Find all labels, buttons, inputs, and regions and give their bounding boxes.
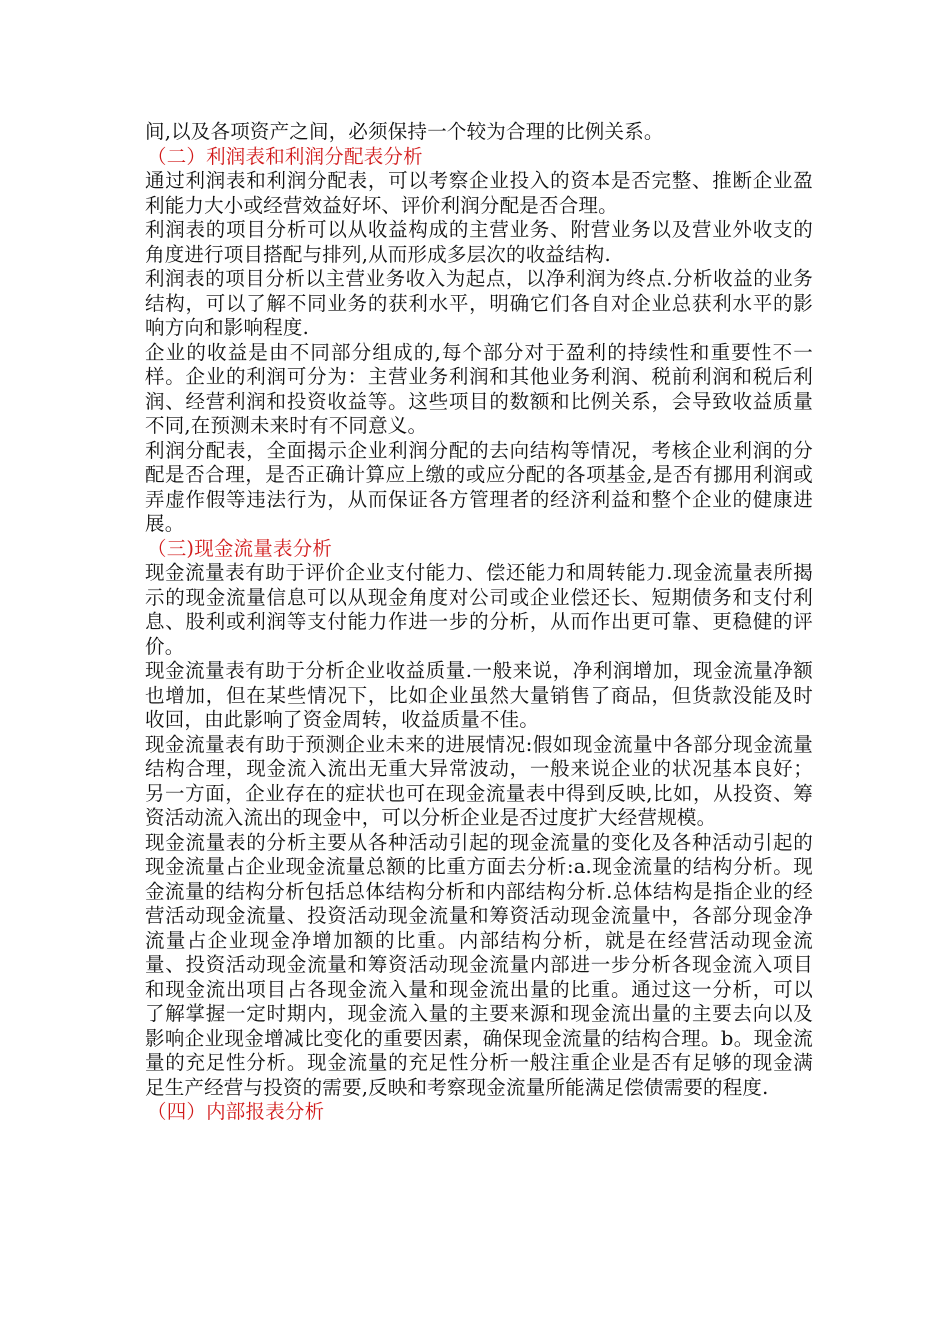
paragraph: 通过利润表和利润分配表，可以考察企业投入的资本是否完整、推断企业盈利能力大小或经营效益好坏、评价利润分配是否合理。: [145, 169, 813, 217]
paragraph: 现金流量表有助于预测企业未来的进展情况:假如现金流量中各部分现金流量结构合理，现金流入流出无重大异常波动，一般来说企业的状况基本良好；另一方面，企业存在的症状也可在现金流量表中得到反映,比如，从投资、筹资活动流入流出的现金中，可以分析企业是否过度扩大经营规模。: [145, 732, 813, 829]
paragraph: 间,以及各项资产之间，必须保持一个较为合理的比例关系。: [145, 120, 664, 143]
paragraph: 现金流量表有助于分析企业收益质量.一般来说，净利润增加，现金流量净额也增加，但在某些情况下，比如企业虽然大量销售了商品，但货款没能及时收回，由此影响了资金周转，收益质量不佳。: [145, 659, 813, 731]
section-heading-cash-flow: （三)现金流量表分析: [147, 536, 333, 560]
paragraph: 企业的收益是由不同部分组成的,每个部分对于盈利的持续性和重要性不一样。企业的利润可分为：主营业务利润和其他业务利润、税前利润和税后利润、经营利润和投资收益等。这些项目的数额和比例关系，会导致收益质量不同,在预测未来时有不同意义。: [145, 340, 813, 437]
section-heading-internal-reports: （四）内部报表分析: [147, 1100, 325, 1123]
paragraph: 利润表的项目分析可以从收益构成的主营业务、附营业务以及营业外收支的角度进行项目搭配与排列,从而形成多层次的收益结构.: [145, 218, 813, 266]
paragraph: 利润表的项目分析以主营业务收入为起点，以净利润为终点.分析收益的业务结构，可以了解不同业务的获利水平，明确它们各自对企业总获利水平的影响方向和影响程度.: [145, 267, 813, 339]
document-body: [145, 120, 813, 1125]
paragraph: 现金流量表有助于评价企业支付能力、偿还能力和周转能力.现金流量表所揭示的现金流量信息可以从现金角度对公司或企业偿还长、短期债务和支付利息、股利或利润等支付能力作进一步的分析，从而作出更可靠、更稳健的评价。: [145, 561, 813, 658]
paragraph: 利润分配表，全面揭示企业利润分配的去向结构等情况，考核企业利润的分配是否合理，是否正确计算应上缴的或应分配的各项基金,是否有挪用利润或弄虚作假等违法行为，从而保证各方管理者的经济利益和整个企业的健康进展。: [145, 438, 813, 535]
section-heading-profit-statement: （二）利润表和利润分配表分析: [147, 144, 423, 168]
paragraph: 现金流量表的分析主要从各种活动引起的现金流量的变化及各种活动引起的现金流量占企业现金流量总额的比重方面去分析:a.现金流量的结构分析。现金流量的结构分析包括总体结构分析和内部结构分析.总体结构是指企业的经营活动现金流量、投资活动现金流量和筹资活动现金流量中，各部分现金净流量占企业现金净增加额的比重。内部结构分析，就是在经营活动现金流量、投资活动现金流量和筹资活动现金流量内部进一步分析各现金流入项目和现金流出项目占各现金流入量和现金流出量的比重。通过这一分析，可以了解掌握一定时期内，现金流入量的主要来源和现金流出量的主要去向以及影响企业现金增减比变化的重要因素，确保现金流量的结构合理。b。现金流量的充足性分析。现金流量的充足性分析一般注重企业是否有足够的现金满足生产经营与投资的需要,反映和考察现金流量所能满足偿债需要的程度.: [145, 830, 813, 1099]
